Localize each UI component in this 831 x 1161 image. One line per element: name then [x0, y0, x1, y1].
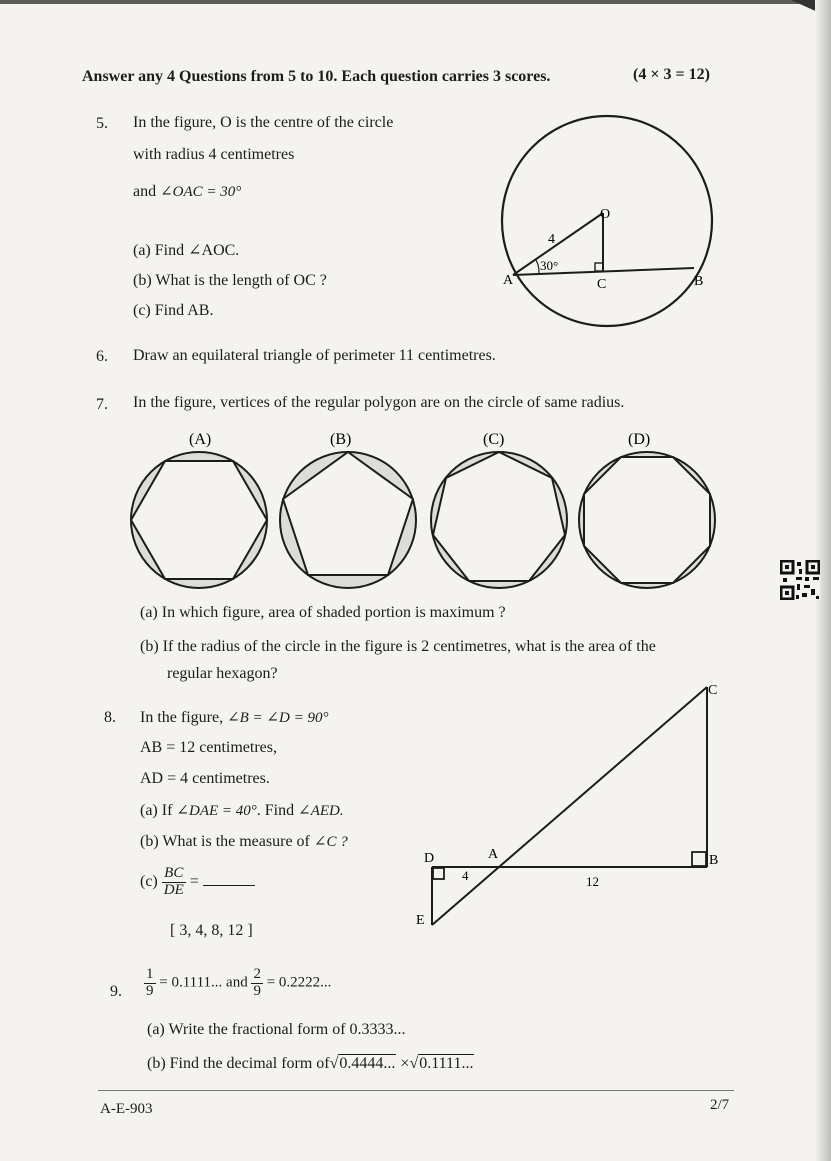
- q9-frac2-den: 9: [253, 982, 261, 999]
- q9-frac1-den: 9: [146, 982, 154, 999]
- section-marks: (4 × 3 = 12): [633, 66, 710, 83]
- q8-line1: [140, 708, 328, 727]
- q8-angle-aed: ∠AED.: [298, 803, 344, 819]
- footer-page-number: 2/7: [710, 1097, 730, 1113]
- q8-label-b: B: [709, 853, 719, 868]
- figure-a-label: (A): [189, 431, 212, 448]
- q9-part-a: (a) Write the fractional form of 0.3333...: [147, 1021, 406, 1038]
- q5-label-c: C: [597, 277, 607, 292]
- q5-angle-arc: [536, 260, 539, 273]
- q5-label-angle: 30°: [540, 258, 559, 273]
- q8-ratio-num: BC: [162, 866, 186, 883]
- q8-angles: ∠B = ∠D = 90°: [227, 710, 329, 726]
- q6-text: Draw an equilateral triangle of perimeter 11 centimetres.: [133, 347, 496, 364]
- question-number-5: 5.: [96, 115, 108, 132]
- q8-ratio-fraction: [162, 866, 186, 899]
- question-number-9: 9.: [110, 983, 122, 1000]
- q5-line1: In the figure, O is the centre of the circle: [133, 114, 394, 131]
- q9-statement: [144, 967, 331, 1000]
- q8-line2: AB = 12 centimetres,: [140, 739, 277, 756]
- q5-line3-prefix: and: [133, 183, 157, 200]
- q7-part-b-line2: regular hexagon?: [167, 665, 278, 682]
- q5-label-a: A: [503, 273, 514, 288]
- q8-label-ad: 4: [462, 868, 469, 883]
- q5-angle-oac: ∠OAC = 30°: [160, 184, 242, 200]
- q5-label-side: 4: [548, 232, 555, 247]
- sqrt-icon: √: [409, 1055, 419, 1072]
- q9-value-2: = 0.2222...: [266, 974, 332, 991]
- q5-part-b: (b) What is the length of OC ?: [133, 272, 327, 289]
- q8-label-ab: 12: [586, 874, 599, 889]
- question-number-7: 7.: [96, 396, 108, 413]
- q8-options: [ 3, 4, 8, 12 ]: [170, 922, 253, 939]
- q9-fraction-2-9: [251, 967, 263, 1000]
- q5-part-a: (a) Find ∠AOC.: [133, 242, 240, 259]
- figure-b-pentagon: [280, 431, 416, 588]
- q8-ratio-equals: =: [189, 872, 199, 890]
- q5-label-o: O: [600, 207, 611, 222]
- q8-part-c: [140, 866, 255, 899]
- sqrt-icon: √: [329, 1055, 339, 1072]
- q8-right-angle-d: [433, 868, 444, 879]
- q5-line3: [133, 182, 241, 201]
- instruction-text: Answer any 4 Questions from 5 to 10. Each question carries 3 scores.: [82, 68, 551, 85]
- q8-line1-prefix: In the figure,: [140, 709, 224, 726]
- q7-part-b-line1: (b) If the radius of the circle in the figure is 2 centimetres, what is the area of the: [140, 638, 656, 655]
- figure-d-octagon: [579, 431, 715, 588]
- q8-label-a: A: [488, 847, 499, 862]
- figure-d-polygon: [584, 457, 710, 583]
- q8-right-angle-b: [692, 852, 706, 866]
- q8-label-c: C: [708, 683, 718, 698]
- q9-frac2-num: 2: [253, 966, 261, 982]
- figure-a-hexagon: [131, 431, 267, 588]
- q8-label-e: E: [416, 913, 425, 928]
- qr-code-icon: [780, 560, 820, 600]
- q5-label-b: B: [694, 274, 704, 289]
- q8-part-a: [140, 801, 344, 820]
- q9-root-1: 0.4444...: [339, 1055, 396, 1072]
- figure-c-heptagon: [431, 431, 567, 588]
- footer-code: A-E-903: [100, 1101, 153, 1117]
- q8-line-ce: [432, 687, 707, 925]
- q8-triangle-figure: [410, 672, 730, 937]
- q9-value-1: = 0.1111... and: [159, 974, 248, 991]
- q8-part-b-prefix: (b) What is the measure of: [140, 833, 310, 850]
- question-number-6: 6.: [96, 348, 108, 365]
- footer-divider: [98, 1090, 734, 1091]
- q9-frac1-num: 1: [146, 966, 154, 982]
- q8-label-d: D: [424, 851, 435, 866]
- q8-angle-c: ∠C ?: [313, 834, 348, 850]
- q7-polygon-figures: [125, 428, 725, 603]
- q8-part-b: [140, 832, 348, 851]
- q8-answer-blank: [203, 873, 255, 886]
- q5-part-c: (c) Find AB.: [133, 302, 214, 319]
- question-number-8: 8.: [104, 709, 116, 726]
- q5-right-angle-mark: [595, 263, 603, 271]
- q8-part-c-label: (c): [140, 872, 158, 890]
- section-instruction: [82, 68, 550, 86]
- figure-d-label: (D): [628, 431, 651, 448]
- q5-circle-figure: [490, 108, 730, 333]
- page-top-edge: [0, 0, 831, 4]
- q9-fraction-1-9: [144, 967, 156, 1000]
- q7-part-a: (a) In which figure, area of shaded portion is maximum ?: [140, 604, 506, 621]
- q9-part-b-prefix: (b) Find the decimal form of: [147, 1055, 330, 1072]
- q7-text: In the figure, vertices of the regular polygon are on the circle of same radius.: [133, 394, 625, 411]
- q8-part-a-mid: . Find: [256, 802, 295, 819]
- q8-ratio-den: DE: [163, 881, 184, 898]
- q8-part-a-prefix: (a) If: [140, 802, 173, 819]
- q8-line3: AD = 4 centimetres.: [140, 770, 270, 787]
- figure-b-label: (B): [330, 431, 352, 448]
- q5-line2: with radius 4 centimetres: [133, 146, 295, 163]
- q9-root-2: 0.1111...: [419, 1055, 474, 1072]
- figure-c-label: (C): [483, 431, 505, 448]
- q9-part-b: [147, 1054, 474, 1073]
- q8-angle-dae: ∠DAE = 40°: [176, 803, 257, 819]
- q9-times: ×: [400, 1055, 410, 1072]
